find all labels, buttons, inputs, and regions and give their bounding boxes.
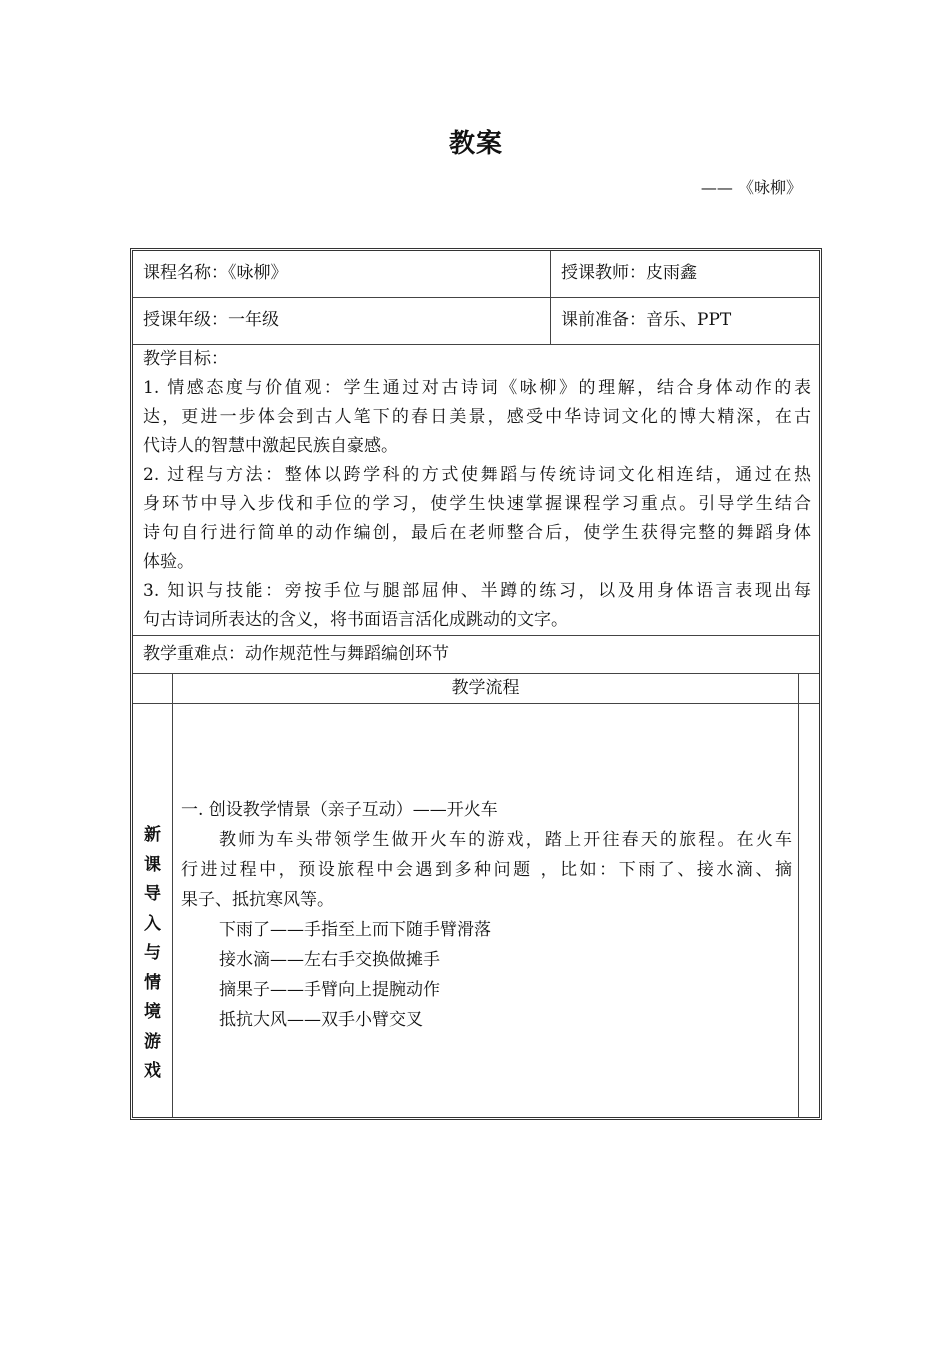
stage-label-char: 情 [144,972,161,993]
goal-line: 代诗人的智慧中激起民族自豪感。 [143,436,398,456]
paragraph-line: 教师为车头带领学生做开火车的游戏，踏上开往春天的旅程。在火车 [219,830,792,850]
lesson-plan-table [130,248,822,1120]
stage-label-char: 境 [144,1002,161,1022]
paragraph-line: 行进过程中，预设旅程中会遇到多种问题 ，比如：下雨了、接水滴、摘 [181,860,792,880]
preparation-cell: 课前准备：音乐、PPT [561,310,732,330]
document-subtitle: —— 《咏柳》 [700,178,802,197]
paragraph-line: 果子、抵抗寒风等。 [181,890,334,910]
goal-line: 1. 情感态度与价值观：学生通过对古诗词《咏柳》的理解，结合身体动作的表 [143,378,811,398]
action-item: 摘果子——手臂向上提腕动作 [219,980,440,1000]
teaching-flow-heading: 教学流程 [173,674,799,703]
goal-line: 身环节中导入步伐和手位的学习，使学生快速掌握课程学习重点。引导学生结合 [143,494,811,514]
teaching-goals-cell [133,345,819,635]
goal-line: 诗句自行进行简单的动作编创，最后在老师整合后，使学生获得完整的舞蹈身体 [143,523,811,543]
action-item: 接水滴——左右手交换做摊手 [219,950,440,970]
flow-blank-right [799,704,819,1117]
document-title: 教案 [448,129,503,159]
stage-label-char: 戏 [144,1061,161,1081]
section-title: 一. 创设教学情景（亲子互动）——开火车 [181,800,498,820]
teaching-flow-body-row [133,704,819,1117]
flow-header-blank-left [133,674,173,703]
teaching-goals-row [133,345,819,636]
key-points-cell: 教学重难点：动作规范性与舞蹈编创环节 [143,644,449,664]
key-points-row [133,636,819,674]
stage-label-char: 新 [144,825,161,845]
teaching-goals-heading: 教学目标： [143,349,228,369]
teacher-cell: 授课教师：皮雨鑫 [561,263,697,283]
stage-label-char: 课 [144,854,161,875]
teaching-flow-header-row [133,674,819,704]
info-row-course [133,251,819,298]
stage-label-char: 游 [144,1031,161,1052]
course-name-cell: 课程名称：《咏柳》 [133,251,551,297]
goal-line: 体验。 [143,552,194,572]
info-row-grade [133,298,819,345]
stage-label-char: 与 [144,943,161,963]
grade-cell: 授课年级：一年级 [133,298,551,344]
goal-line: 句古诗词所表达的含义，将书面语言活化成跳动的文字。 [143,610,568,630]
stage-label-char: 导 [144,884,161,904]
goal-line: 2. 过程与方法：整体以跨学科的方式使舞蹈与传统诗词文化相连结，通过在热 [143,465,811,485]
flow-content [173,704,799,1117]
goal-line: 3. 知识与技能：旁按手位与腿部屈伸、半蹲的练习，以及用身体语言表现出每 [143,581,811,601]
stage-label-char: 入 [144,913,161,934]
goal-line: 达，更进一步体会到古人笔下的春日美景，感受中华诗词文化的博大精深，在古 [143,407,811,427]
action-item: 下雨了——手指至上而下随手臂滑落 [219,920,491,940]
flow-header-blank-right [799,674,819,703]
action-item: 抵抗大风——双手小臂交叉 [219,1010,423,1030]
stage-label [133,704,173,1117]
